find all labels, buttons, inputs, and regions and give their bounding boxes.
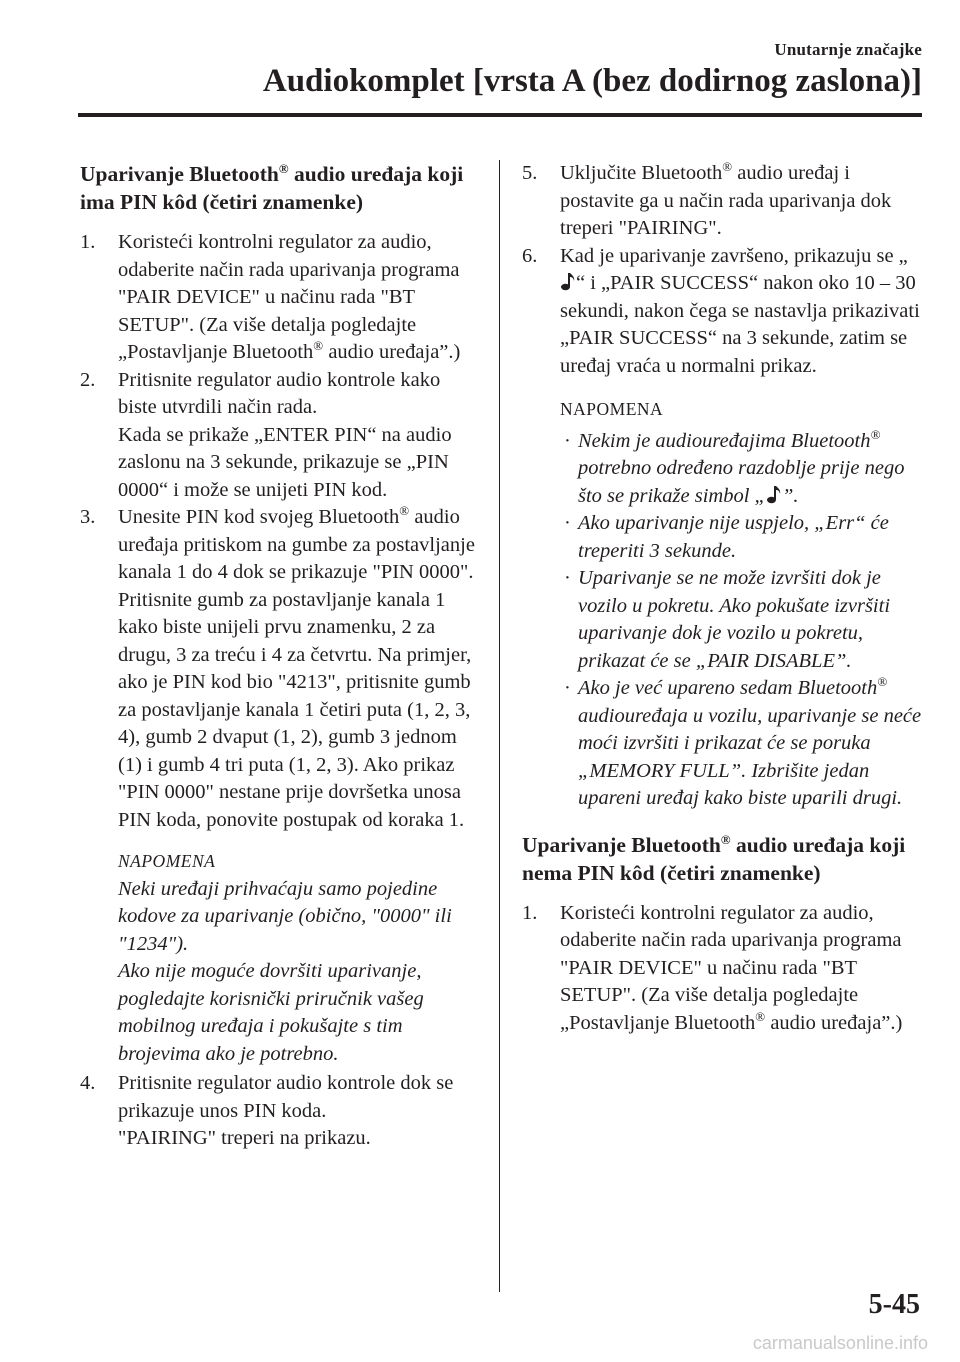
section-heading-with-pin: Uparivanje Bluetooth® audio uređaja koji ima PIN kôd (četiri znamenke) (80, 161, 464, 214)
step-text: Unesite PIN kod svojeg Bluetooth® audio uređaja pritiskom na gumbe za postavljanje kanala 1 do 4 dok se prikazuje "PIN 0000". (118, 503, 475, 583)
step-number: 3. (80, 506, 96, 528)
header-rule (78, 113, 922, 117)
bullet-dot-icon: · (564, 429, 571, 452)
registered-mark: ® (720, 831, 731, 847)
step-number: 6. (522, 244, 538, 267)
right-column (522, 160, 922, 1037)
step-text: Koristeći kontrolni regulator za audio, odaberite način rada uparivanja programa "PAIR DEVICE" u načinu rada "BT SETUP". (Za više detalja pogledajte „Postavljanje Bluetooth® audio uređaja”.) (118, 231, 461, 363)
music-note-icon (766, 485, 782, 505)
note-block (118, 848, 475, 1068)
column-divider (499, 160, 500, 1292)
step-4 (80, 1070, 475, 1153)
step-number: 2. (80, 368, 96, 391)
note-text: Neki uređaji prihvaćaju samo pojedine kodove za uparivanje (obično, "0000" ili "1234"). (118, 877, 452, 955)
note-text: Ako nije moguće dovršiti uparivanje, pogledajte korisnički priručnik vašeg mobilnog uređaja i pokušajte s tim brojevima ako je potrebno. (118, 960, 424, 1065)
note-bullet: · Ako uparivanje nije uspjelo, „Err“ će treperiti 3 sekunde. (564, 512, 889, 562)
bullet-dot-icon: · (564, 677, 571, 699)
steps-list (80, 229, 475, 1153)
registered-mark: ® (755, 1008, 766, 1024)
page-title: Audiokomplet [vrsta A (bez dodirnog zaslona)] (262, 63, 922, 99)
registered-mark: ® (399, 503, 410, 518)
note-title: NAPOMENA (560, 399, 664, 419)
step-text: Uključite Bluetooth® audio uređaj i postavite ga u način rada uparivanja dok treperi "PAIRING". (560, 159, 892, 239)
step-2 (80, 367, 475, 505)
bullet-dot-icon: · (564, 512, 571, 534)
step-number: 5. (522, 162, 538, 184)
registered-mark: ® (278, 161, 289, 176)
note-block (560, 396, 922, 813)
step-text: Kad je uparivanje završeno, prikazuju se „ “ i „PAIR SUCCESS“ nakon oko 10 – 30 sekundi, nakon čega se nastavlja prikazivati „PAIR SUCCESS“ na 3 sekunde, zatim se uređaj vraća u normalni prikaz. (560, 244, 920, 377)
registered-mark: ® (722, 159, 733, 174)
step-text: Pritisnite gumb za postavljanje kanala 1 kako biste unijeli prvu znamenku, 2 za drugu, 3 za treću i 4 za četvrtu. Na primjer, ako je PIN kod bio "4213", pritisnite gumb za postavljanje kanala 1 četiri puta (1, 2, 3, 4), gumb 2 dvaput (1, 2), gumb 3 jednom (1) i gumb 4 tri puta (1, 2, 3). Ako prikaz "PIN 0000" nestane prije dovršetka unosa PIN koda, ponovite postupak od koraka 1. (118, 588, 472, 831)
step-text: Pritisnite regulator audio kontrole kako biste utvrdili način rada. (118, 368, 441, 418)
note-title: NAPOMENA (118, 851, 216, 871)
step-1 (522, 900, 922, 1038)
left-column (80, 160, 475, 1153)
step-text: Kada se prikaže „ENTER PIN“ na audio zaslonu na 3 sekunde, prikazuje se „PIN 0000“ i može se unijeti PIN kod. (118, 423, 452, 501)
step-6 (522, 243, 922, 381)
bullet-dot-icon: · (564, 567, 571, 589)
registered-mark: ® (870, 426, 881, 442)
note-bullet: · Ako je već upareno sedam Bluetooth® audiouređaja u vozilu, uparivanje se neće moći izvršiti i prikazat će se poruka „MEMORY FULL”. Izbrišite jedan upareni uređaj kako biste uparili drugi. (564, 674, 922, 809)
step-3 (80, 504, 475, 1068)
step-number: 1. (522, 901, 538, 924)
step-text: "PAIRING" treperi na prikazu. (118, 1127, 371, 1149)
section-name: Unutarnje značajke (774, 40, 922, 59)
note-bullet: · Nekim je audiouređajima Bluetooth® potrebno određeno razdoblje prije nego što se prikaže simbol „ ”. (564, 426, 905, 507)
registered-mark: ® (877, 674, 888, 689)
step-number: 1. (80, 231, 96, 253)
page-number: 5-45 (868, 1289, 920, 1320)
step-text: Koristeći kontrolni regulator za audio, odaberite način rada uparivanja programa "PAIR DEVICE" u načinu rada "BT SETUP". (Za više detalja pogledajte „Postavljanje Bluetooth® audio uređaja”.) (560, 901, 903, 1034)
steps-list (522, 160, 922, 380)
step-number: 4. (80, 1072, 96, 1094)
watermark: carmanualsonline.info (752, 1333, 928, 1353)
registered-mark: ® (313, 338, 324, 353)
step-text: Pritisnite regulator audio kontrole dok se prikazuje unos PIN koda. (118, 1072, 454, 1122)
note-bullets (560, 428, 922, 813)
music-note-icon (560, 272, 576, 292)
step-1 (80, 229, 475, 367)
step-5 (522, 160, 922, 243)
note-bullet: · Uparivanje se ne može izvršiti dok je vozilo u pokretu. Ako pokušate izvršiti uparivanje dok je vozilo u pokretu, prikazat će se „PAIR DISABLE”. (564, 567, 891, 672)
section-heading-without-pin: Uparivanje Bluetooth® audio uređaja koji nema PIN kôd (četiri znamenke) (522, 831, 906, 885)
steps-list (522, 900, 922, 1038)
